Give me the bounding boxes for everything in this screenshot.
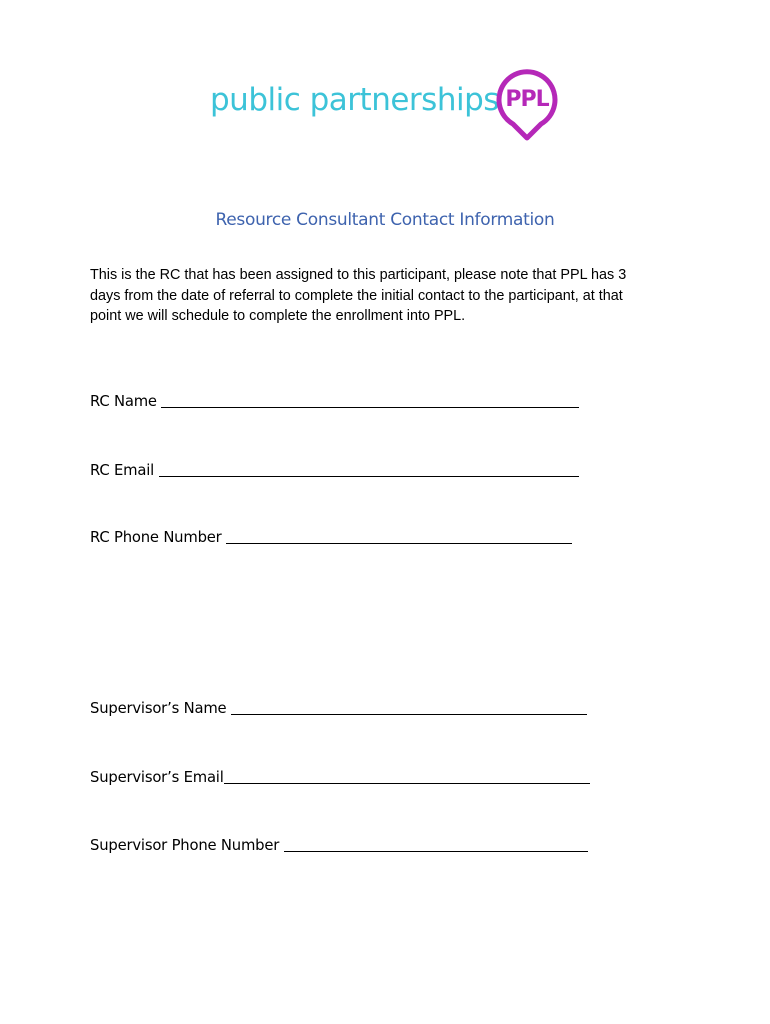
logo-wordmark: public partnerships (210, 82, 499, 118)
map-pin-logo-icon (496, 66, 558, 142)
supervisor-name-field (90, 699, 587, 719)
supervisor-name-input-line[interactable] (231, 714, 587, 715)
rc-name-label: RC Name (90, 393, 157, 410)
supervisor-email-field (90, 768, 590, 788)
intro-line: This is the RC that has been assigned to this participant, please note that PPL has 3 (90, 267, 627, 283)
rc-email-label: RC Email (90, 462, 155, 479)
rc-name-input-line[interactable] (161, 407, 579, 408)
rc-email-field (90, 461, 579, 481)
intro-line: point we will schedule to complete the enrollment into PPL. (90, 308, 466, 324)
supervisor-email-label: Supervisor’s Email (90, 769, 224, 786)
rc-phone-input-line[interactable] (226, 543, 572, 544)
ppl-logo (210, 66, 560, 144)
logo-badge-text: PPL (505, 87, 549, 112)
rc-name-field (90, 392, 579, 412)
supervisor-email-input-line[interactable] (224, 783, 590, 784)
supervisor-phone-field (90, 836, 588, 856)
rc-phone-label: RC Phone Number (90, 529, 222, 546)
supervisor-name-label: Supervisor’s Name (90, 700, 227, 717)
rc-email-input-line[interactable] (159, 476, 579, 477)
supervisor-phone-input-line[interactable] (284, 851, 588, 852)
intro-line: days from the date of referral to complete the initial contact to the participant, at that (90, 287, 623, 304)
document-title: Resource Consultant Contact Information (215, 210, 555, 230)
supervisor-phone-label: Supervisor Phone Number (90, 837, 280, 854)
rc-phone-field (90, 528, 572, 548)
intro-paragraph (90, 265, 670, 327)
